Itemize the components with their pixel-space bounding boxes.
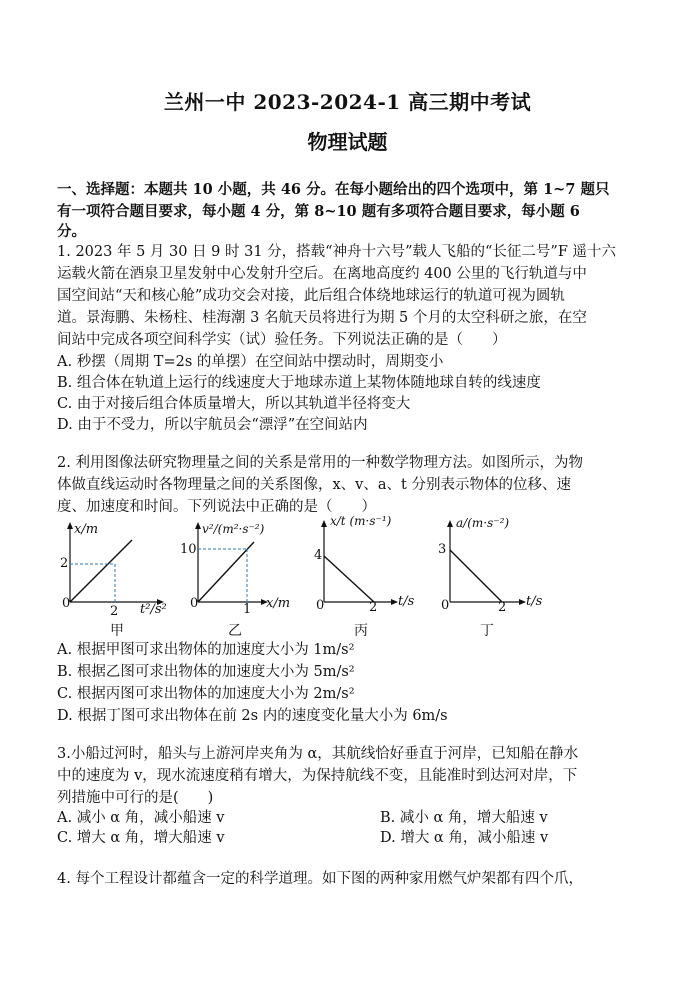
q1-stem-line: 间站中完成各项空间科学实（试）验任务。下列说法正确的是（ ）: [57, 332, 507, 348]
q2-option-d: D. 根据丁图可求出物体在前 2s 内的速度变化量大小为 6m/s: [57, 708, 448, 724]
graph-line: [324, 556, 374, 602]
exam-title: 兰州一中 2023-2024-1 高三期中考试: [163, 90, 532, 114]
graph-ding: [436, 514, 556, 638]
graph-jia-y-tick: 2: [60, 556, 69, 571]
graph-bing-x-tick: 2: [369, 600, 378, 615]
graph-jia-x-tick: 2: [110, 604, 119, 619]
section-heading-line: 一、选择题：本题共 10 小题，共 46 分。在每小题给出的四个选项中，第 1~7 题只: [57, 181, 610, 198]
graph-bing-origin: 0: [316, 598, 325, 613]
graph-bing-caption: 丙: [354, 623, 368, 639]
graph-yi-x-tick: 1: [243, 602, 252, 617]
graph-yi-y-tick: 10: [180, 542, 197, 557]
graph-jia: [60, 520, 180, 640]
y-axis-arrow: [321, 520, 327, 527]
graph-ding-caption: 丁: [480, 623, 494, 639]
q1-option-a: A. 秒摆（周期 T=2s 的单摆）在空间站中摆动时，周期变小: [57, 354, 444, 370]
y-axis-arrow: [195, 522, 201, 529]
q3-option-c: C. 增大 α 角，增大船速 v: [57, 830, 225, 846]
graph-yi-origin: 0: [190, 596, 199, 611]
graph-jia-caption: 甲: [110, 623, 124, 639]
q3-option-a: A. 减小 α 角，减小船速 v: [57, 810, 225, 826]
graph-jia-x-label: t²/s²: [140, 602, 167, 617]
x-axis-arrow: [519, 599, 526, 605]
q1-stem-line: 运载火箭在酒泉卫星发射中心发射升空后。在离地高度约 400 公里的飞行轨道与中: [57, 266, 587, 282]
q1-option-d: D. 由于不受力，所以宇航员会“漂浮”在空间站内: [57, 417, 368, 433]
graph-yi-caption: 乙: [228, 623, 242, 639]
q2-option-c: C. 根据丙图可求出物体的加速度大小为 2m/s²: [57, 686, 355, 702]
q1-stem-line: 国空间站“天和核心舱”成功交会对接，此后组合体绕地球运行的轨道可视为圆轨: [57, 288, 565, 304]
q3-stem-line: 中的速度为 v，现水流速度稍有增大，为保持航线不变，且能准时到达河对岸，下: [57, 768, 578, 784]
q2-stem-line: 2. 利用图像法研究物理量之间的关系是常用的一种数学物理方法。如图所示，为物: [57, 455, 583, 471]
graph-jia-y-label: x/m: [74, 522, 99, 537]
y-axis-arrow: [67, 522, 73, 529]
graph-ding-origin: 0: [441, 598, 450, 613]
graph-bing-x-label: t/s: [398, 594, 415, 609]
graph-yi-y-label: v²/(m²·s⁻²): [202, 522, 265, 536]
q4-stem-line: 4. 每个工程设计都蕴含一定的科学道理。如下图的两种家用燃气炉架都有四个爪，: [57, 871, 583, 887]
graph-ding-x-label: t/s: [526, 594, 543, 609]
q2-option-b: B. 根据乙图可求出物体的加速度大小为 5m/s²: [57, 664, 355, 680]
graph-yi: [180, 520, 308, 640]
graph-bing-svg: [312, 514, 432, 638]
section-heading-line: 有一项符合题目要求，每小题 4 分，第 8~10 题有多项符合题目要求，每小题 6: [57, 203, 580, 220]
q1-option-b: B. 组合体在轨道上运行的线速度大于地球赤道上某物体随地球自转的线速度: [57, 375, 541, 391]
graph-ding-y-tick: 3: [438, 542, 447, 557]
q1-stem-line: 道。景海鹏、朱杨柱、桂海潮 3 名航天员将进行为期 5 个月的太空科研之旅，在空: [57, 310, 587, 326]
q2-option-a: A. 根据甲图可求出物体的加速度大小为 1m/s²: [57, 642, 355, 658]
graph-line: [198, 542, 254, 602]
q3-option-b: B. 减小 α 角，增大船速 v: [380, 810, 548, 826]
graph-ding-y-label: a/(m·s⁻²): [456, 516, 510, 530]
graph-jia-origin: 0: [62, 596, 71, 611]
x-axis-arrow: [391, 599, 398, 605]
graph-ding-svg: [436, 514, 556, 638]
q3-stem-line: 列措施中可行的是( ): [57, 790, 214, 806]
graph-bing: [312, 514, 432, 638]
graph-yi-svg: [188, 520, 308, 640]
graph-bing-y-label: x/t (m·s⁻¹): [330, 514, 392, 528]
graph-line: [450, 550, 502, 602]
graph-ding-x-tick: 2: [498, 600, 507, 615]
q2-stem-line: 体做直线运动时各物理量之间的关系图像，x、v、a、t 分别表示物体的位移、速: [57, 477, 571, 493]
q3-option-d: D. 增大 α 角，减小船速 v: [380, 830, 549, 846]
graph-yi-x-label: x/m: [266, 596, 291, 611]
q1-stem-line: 1. 2023 年 5 月 30 日 9 时 31 分，搭载“神舟十六号”载人飞船的“长征二号”F 遥十六: [57, 244, 616, 260]
y-axis-arrow: [447, 520, 453, 527]
graph-bing-y-tick: 4: [314, 548, 323, 563]
section-heading-line: 分。: [57, 223, 86, 240]
q2-stem-line: 度、加速度和时间。下列说法中正确的是（ ）: [57, 499, 376, 515]
graph-line: [70, 540, 132, 602]
q3-stem-line: 3.小船过河时，船头与上游河岸夹角为 α，其航线恰好垂直于河岸，已知船在静水: [57, 746, 579, 762]
q1-option-c: C. 由于对接后组合体质量增大，所以其轨道半径将变大: [57, 396, 411, 412]
exam-subtitle: 物理试题: [307, 130, 388, 154]
